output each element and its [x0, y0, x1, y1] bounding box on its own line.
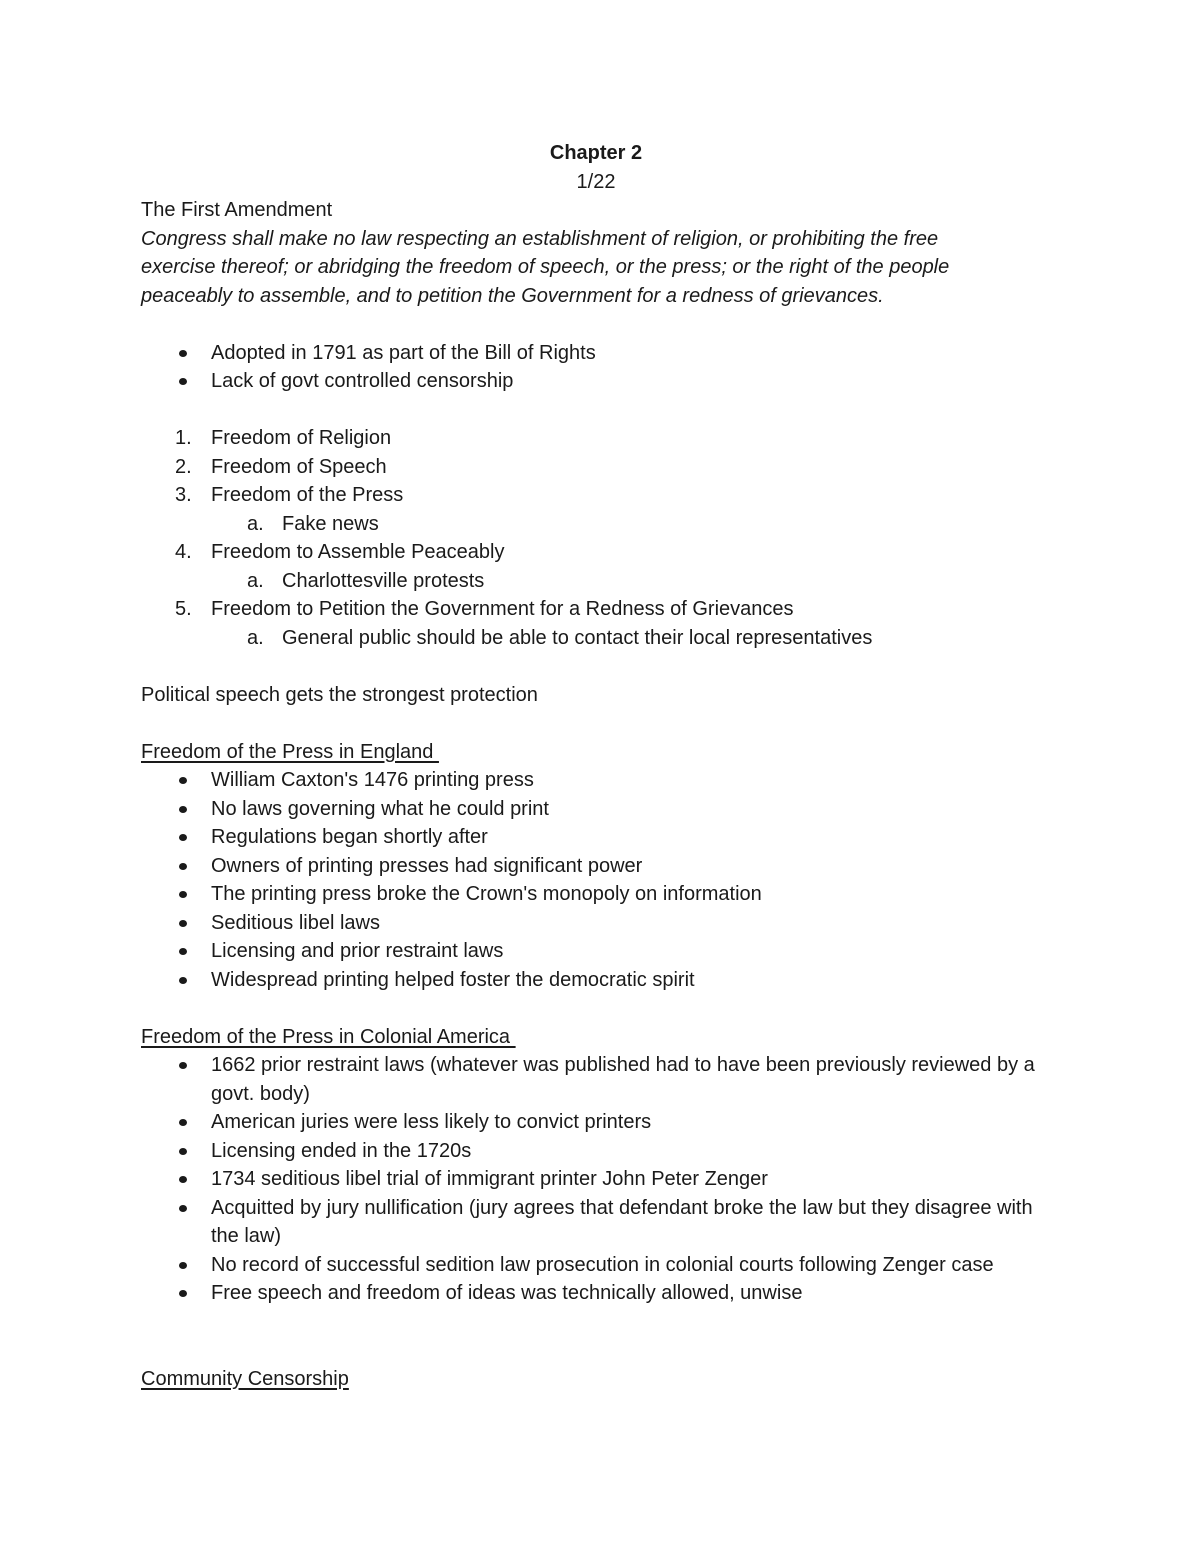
amendment-heading: The First Amendment [141, 199, 333, 221]
bullet-icon [179, 1176, 187, 1183]
bullet-text: Licensing and prior restraint laws [211, 940, 504, 962]
community-heading-text: Community Censorship [141, 1367, 349, 1390]
bullet-icon [179, 1205, 187, 1212]
bullet-icon [179, 920, 187, 927]
political-note: Political speech gets the strongest protection [141, 683, 538, 706]
bullet-item [141, 795, 1061, 824]
bullet-item [141, 1194, 1061, 1251]
spacer [141, 1308, 1061, 1337]
bullet-item [141, 1108, 1061, 1137]
item-text: Freedom of Religion [211, 427, 392, 449]
numbered-item [141, 453, 1061, 482]
sub-item-letter: a. [247, 626, 264, 649]
bullet-icon [179, 891, 187, 898]
bullet-item [141, 766, 1061, 795]
item-number: 1. [175, 427, 192, 449]
bullet-text: Lack of govt controlled censorship [211, 370, 514, 392]
numbered-item [141, 424, 1061, 453]
bullet-text: Regulations began shortly after [211, 826, 488, 848]
spacer [141, 396, 1061, 425]
sub-item-letter: a. [247, 569, 264, 592]
bullet-icon [179, 1290, 187, 1297]
colonial-heading-text: Freedom of the Press in Colonial America [141, 1025, 516, 1048]
item-number: 4. [175, 541, 192, 563]
bullet-text: American juries were less likely to convict printers [211, 1111, 652, 1133]
bullet-item [141, 367, 1061, 396]
bullet-item [141, 1051, 1061, 1108]
bullet-item [141, 1251, 1061, 1280]
bullet-text: Seditious libel laws [211, 911, 380, 934]
community-section-heading [141, 1365, 1061, 1394]
spacer [141, 709, 1061, 738]
document-page [141, 139, 1061, 1393]
bullet-item [141, 966, 1061, 995]
numbered-item [141, 538, 1061, 567]
item-text: Freedom to Assemble Peaceably [211, 541, 505, 563]
bullet-text: 1734 seditious libel trial of immigrant printer John Peter Zenger [211, 1168, 768, 1190]
bullet-icon [179, 777, 187, 784]
bullet-icon [179, 948, 187, 955]
bullet-icon [179, 834, 187, 841]
amendment-text-line: peaceably to assemble, and to petition the Government for a redness of grievances. [141, 284, 884, 307]
bullet-icon [179, 378, 187, 385]
sub-item [141, 624, 1061, 653]
sub-item [141, 567, 1061, 596]
bullet-icon [179, 863, 187, 870]
bullet-icon [179, 1062, 187, 1069]
bullet-text: Acquitted by jury nullification (jury agrees that defendant broke the law but they disagree with the law) [211, 1196, 1033, 1247]
spacer [141, 1336, 1061, 1365]
item-text: Freedom of the Press [211, 484, 404, 506]
bullet-text: Licensing ended in the 1720s [211, 1139, 472, 1162]
item-number: 3. [175, 484, 192, 506]
spacer [141, 994, 1061, 1023]
bullet-text: No laws governing what he could print [211, 797, 549, 820]
bullet-text: William Caxton's 1476 printing press [211, 769, 534, 791]
bullet-text: Owners of printing presses had significant power [211, 854, 643, 877]
spacer [141, 652, 1061, 681]
bullet-text: Free speech and freedom of ideas was technically allowed, unwise [211, 1282, 803, 1304]
page-title: Chapter 2 [549, 142, 643, 164]
bullet-item [141, 909, 1061, 938]
page-date: 1/22 [576, 170, 616, 193]
sub-item-letter: a. [247, 512, 264, 535]
england-section-heading [141, 738, 1061, 767]
bullet-text: 1662 prior restraint laws (whatever was published had to have been previously reviewed by a govt. body) [211, 1054, 1035, 1105]
colonial-section-heading [141, 1023, 1061, 1052]
sub-item-text: General public should be able to contact their local representatives [282, 626, 873, 649]
bullet-item [141, 937, 1061, 966]
bullet-text: Widespread printing helped foster the democratic spirit [211, 968, 695, 991]
bullet-icon [179, 1262, 187, 1269]
item-number: 5. [175, 598, 192, 620]
sub-item-text: Charlottesville protests [282, 569, 485, 592]
spacer [141, 310, 1061, 339]
bullet-icon [179, 1148, 187, 1155]
england-heading-text: Freedom of the Press in England [141, 740, 439, 763]
bullet-item [141, 823, 1061, 852]
bullet-text: The printing press broke the Crown's monopoly on information [211, 883, 762, 905]
bullet-item [141, 1279, 1061, 1308]
numbered-item [141, 481, 1061, 510]
sub-item [141, 510, 1061, 539]
item-text: Freedom to Petition the Government for a Redness of Grievances [211, 598, 794, 620]
bullet-icon [179, 977, 187, 984]
amendment-text-line: exercise thereof; or abridging the freedom of speech, or the press; or the right of the people [141, 256, 950, 278]
bullet-item [141, 852, 1061, 881]
bullet-icon [179, 1119, 187, 1126]
item-number: 2. [175, 455, 192, 478]
bullet-item [141, 339, 1061, 368]
bullet-item [141, 1165, 1061, 1194]
bullet-item [141, 1137, 1061, 1166]
bullet-icon [179, 350, 187, 357]
bullet-text: Adopted in 1791 as part of the Bill of Rights [211, 341, 596, 364]
numbered-item [141, 595, 1061, 624]
amendment-text-line: Congress shall make no law respecting an establishment of religion, or prohibiting the free [141, 227, 939, 250]
sub-item-text: Fake news [282, 512, 379, 535]
bullet-item [141, 880, 1061, 909]
item-text: Freedom of Speech [211, 455, 387, 478]
bullet-icon [179, 806, 187, 813]
bullet-text: No record of successful sedition law prosecution in colonial courts following Zenger case [211, 1253, 994, 1276]
